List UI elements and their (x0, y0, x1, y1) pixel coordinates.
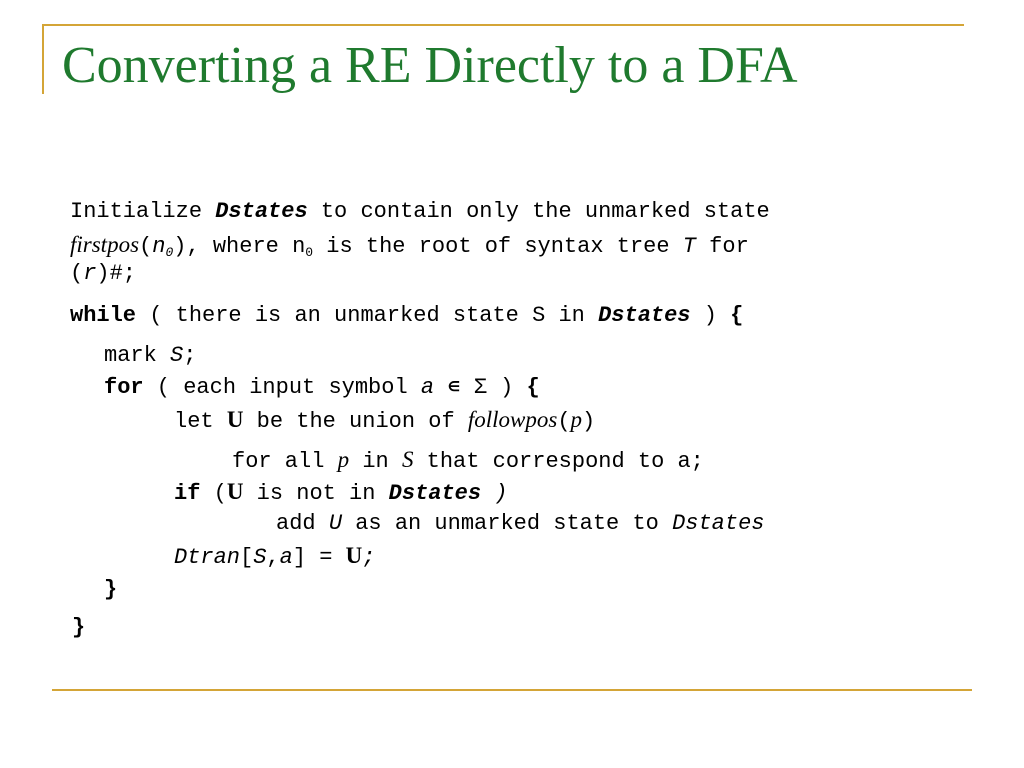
line-for: for ( each input symbol a ∊ Σ ) { (104, 375, 540, 400)
line-dtran: Dtran[S,a] = U; (174, 543, 376, 570)
line-let: let U be the union of followpos(p) (174, 407, 596, 434)
for-keyword: for (104, 375, 144, 400)
line-for-all: for all p in S that correspond to a; (232, 447, 704, 474)
line-root-expr: (r)#; (70, 261, 137, 286)
frame-top-border (42, 24, 964, 26)
if-keyword: if (174, 481, 201, 506)
dstates-term: Dstates (215, 199, 308, 224)
bottom-rule (52, 689, 972, 691)
frame-left-border (42, 24, 44, 94)
slide-title: Converting a RE Directly to a DFA (62, 37, 798, 94)
followpos-term: followpos (467, 407, 558, 432)
firstpos-term: firstpos (70, 232, 140, 257)
line-while: while ( there is an unmarked state S in Dstates ) { (70, 303, 744, 328)
line-close-while: } (72, 615, 86, 640)
line-close-for: } (104, 577, 118, 602)
line-if: if (U is not in Dstates ) (174, 479, 508, 506)
line-mark: mark S; (104, 343, 197, 368)
line-initialize: Initialize Dstates to contain only the unmarked state (70, 199, 770, 224)
line-firstpos: $firstpos(n_0)$, where $n_0$ is the root of syntax tree T for (70, 232, 749, 260)
line-add: add U as an unmarked state to Dstates (276, 511, 765, 536)
while-keyword: while (70, 303, 137, 328)
